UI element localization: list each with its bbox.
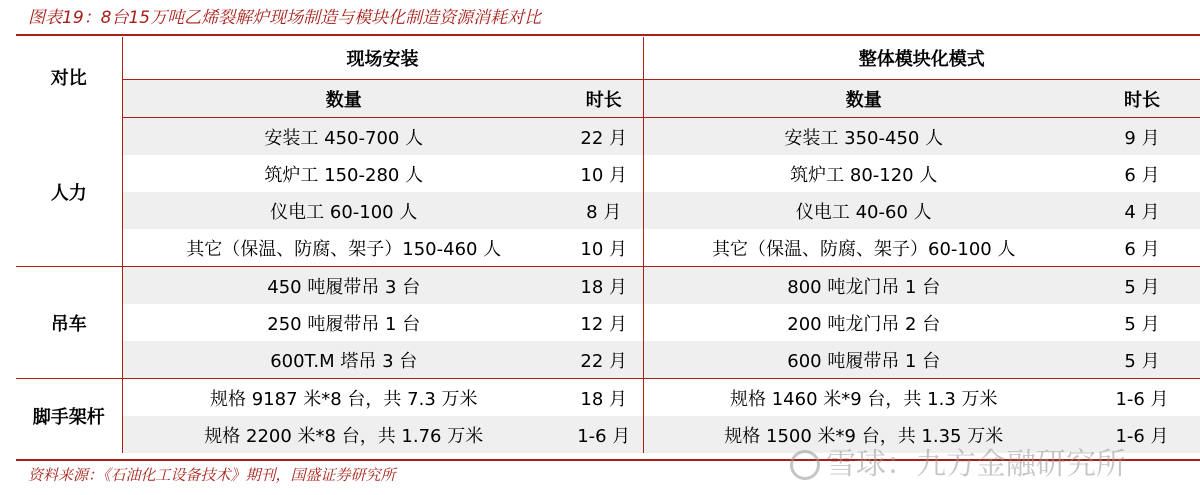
top-rule <box>16 34 1200 36</box>
group-label-crane: 吊车 <box>16 267 122 379</box>
modular-qty-cell: 规格 1500 米*9 台，共 1.35 万米 <box>643 416 1084 453</box>
header-onsite-qty: 数量 <box>122 80 565 118</box>
onsite-dur-cell: 12 月 <box>565 304 643 341</box>
modular-qty-cell: 200 吨龙门吊 2 台 <box>787 313 941 335</box>
onsite-qty-cell: 安装工 450-700 人 <box>122 118 565 156</box>
modular-dur-cell: 1-6 月 <box>1084 416 1200 453</box>
modular-qty-cell: 安装工 350-450 人 <box>643 118 1084 156</box>
onsite-qty-cell: 规格 9187 米*8 台，共 7.3 万米 <box>210 388 478 410</box>
modular-qty-cell: 800 吨龙门吊 1 台 <box>643 267 1084 305</box>
modular-dur-cell: 4 月 <box>1084 192 1200 229</box>
snowball-logo-icon <box>790 450 820 480</box>
modular-dur-cell: 5 月 <box>1084 341 1200 379</box>
table-row <box>16 341 1200 379</box>
table-row <box>16 229 1200 267</box>
onsite-dur-cell: 18 月 <box>565 267 643 305</box>
header-modular-qty: 数量 <box>643 80 1084 118</box>
group-label-scaffold: 脚手架杆 <box>16 379 122 454</box>
modular-qty-cell: 600 吨履带吊 1 台 <box>643 341 1084 379</box>
modular-dur-cell: 5 月 <box>1124 313 1160 335</box>
onsite-qty-cell: 250 吨履带吊 1 台 <box>267 313 421 335</box>
onsite-dur-cell: 22 月 <box>565 341 643 379</box>
onsite-dur-cell: 10 月 <box>565 229 643 267</box>
figure-title: 图表19：8台15万吨乙烯裂解炉现场制造与模块化制造资源消耗对比 <box>28 8 542 28</box>
header-compare: 对比 <box>16 37 122 118</box>
modular-dur-cell: 5 月 <box>1084 267 1200 305</box>
table-row <box>16 379 1200 417</box>
onsite-dur-cell: 10 月 <box>565 155 643 192</box>
modular-dur-cell: 6 月 <box>1084 229 1200 267</box>
onsite-qty-cell: 仪电工 60-100 人 <box>122 192 565 229</box>
header-modular: 整体模块化模式 <box>643 37 1200 80</box>
modular-qty-cell: 规格 1460 米*9 台，共 1.3 万米 <box>730 388 998 410</box>
onsite-qty-cell: 600T.M 塔吊 3 台 <box>122 341 565 379</box>
group-label-labor: 人力 <box>16 118 122 267</box>
header-onsite: 现场安装 <box>122 37 643 80</box>
onsite-qty-cell: 规格 2200 米*8 台，共 1.76 万米 <box>122 416 565 453</box>
onsite-qty-cell: 450 吨履带吊 3 台 <box>122 267 565 305</box>
watermark <box>790 445 1126 485</box>
modular-qty-cell: 其它（保温、防腐、架子）60-100 人 <box>643 229 1084 267</box>
modular-dur-cell: 1-6 月 <box>1115 388 1169 410</box>
onsite-dur-cell: 18 月 <box>565 379 643 417</box>
header-modular-dur: 时长 <box>1084 80 1200 118</box>
table-row <box>16 118 1200 156</box>
table-row <box>16 304 1200 341</box>
source-note: 资料来源：《石油化工设备技术》期刊，国盛证券研究所 <box>28 466 396 484</box>
comparison-table <box>16 37 1200 453</box>
onsite-dur-cell: 22 月 <box>565 118 643 156</box>
modular-qty-cell: 仪电工 40-60 人 <box>643 192 1084 229</box>
modular-qty-cell: 筑炉工 80-120 人 <box>790 164 938 186</box>
onsite-dur-cell: 8 月 <box>565 192 643 229</box>
onsite-dur-cell: 1-6 月 <box>565 416 643 453</box>
table-row <box>16 192 1200 229</box>
watermark-text: 雪球：九方金融研究所 <box>826 447 1126 482</box>
modular-dur-cell: 9 月 <box>1084 118 1200 156</box>
onsite-qty-cell: 筑炉工 150-280 人 <box>264 164 424 186</box>
onsite-qty-cell: 其它（保温、防腐、架子）150-460 人 <box>122 229 565 267</box>
table-row <box>16 267 1200 305</box>
table-row <box>16 155 1200 192</box>
header-onsite-dur: 时长 <box>565 80 643 118</box>
modular-dur-cell: 6 月 <box>1124 164 1160 186</box>
